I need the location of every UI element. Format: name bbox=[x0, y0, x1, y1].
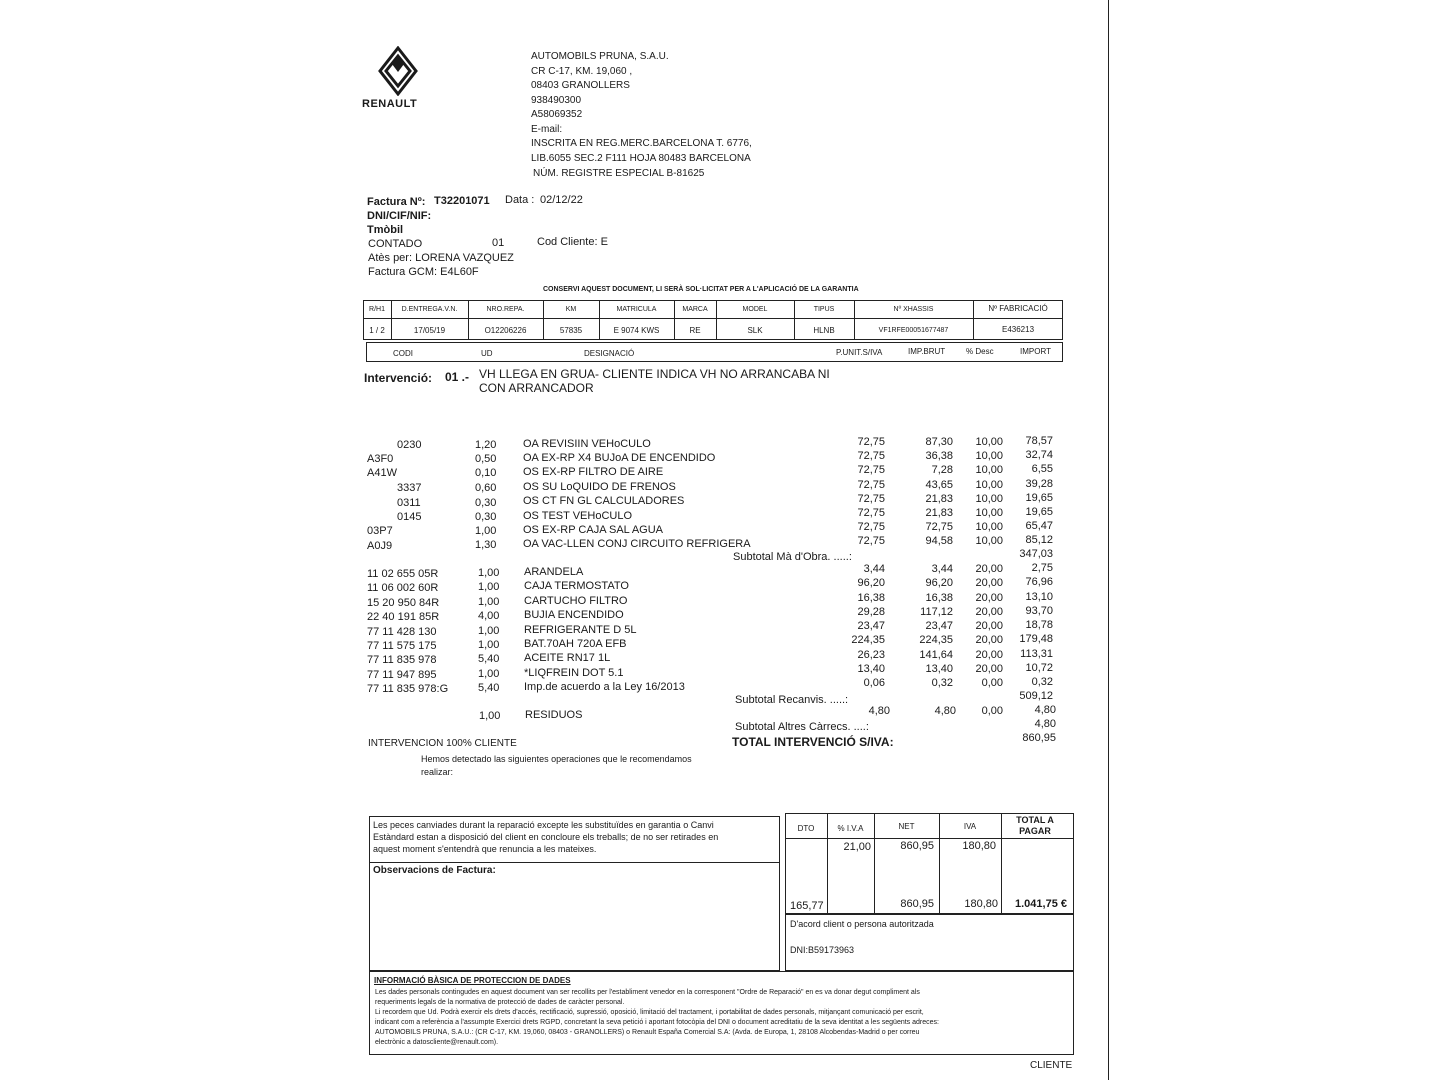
company-block bbox=[531, 50, 752, 166]
part-code: 11 02 655 05R bbox=[367, 568, 439, 580]
part-desc: ARANDELA bbox=[524, 566, 584, 578]
factura-gcm: Factura GCM: E4L60F bbox=[368, 266, 479, 278]
part-brut: 16,38 bbox=[925, 592, 953, 604]
vehicle-header: Nº XHASSIS bbox=[893, 306, 934, 313]
part-brut: 23,47 bbox=[925, 620, 953, 632]
labor-brut: 43,65 bbox=[925, 479, 953, 491]
privacy-text: Li recordem que Ud. Podrà exercir els drets d'accés, rectificació, supressió, oposició, limitació del tractament, i portabilitat de dades personals, mitjançant comunicació per escrit, bbox=[375, 1009, 924, 1016]
labor-code: 0311 bbox=[397, 497, 421, 509]
vehicle-header: MODEL bbox=[742, 306, 768, 313]
labor-desc: OS TEST VEHoCULO bbox=[523, 510, 633, 522]
signature-dni: DNI:B59173963 bbox=[790, 945, 855, 955]
part-brut: 0,32 bbox=[931, 677, 953, 689]
labor-punit: 72,75 bbox=[857, 436, 885, 448]
intervention-client-label: INTERVENCION 100% CLIENTE bbox=[368, 738, 517, 749]
subtotal-other-label: Subtotal Altres Càrrecs. ....: bbox=[735, 721, 869, 733]
part-code: 11 06 002 60R bbox=[367, 582, 439, 594]
part-punit: 23,47 bbox=[857, 620, 885, 632]
part-code: 77 11 428 130 bbox=[367, 626, 437, 638]
part-desc-pct: 20,00 bbox=[975, 663, 1003, 675]
vehicle-header: NRO.REPA. bbox=[486, 306, 525, 313]
other-punit: 4,80 bbox=[868, 705, 890, 717]
part-code: 22 40 191 85R bbox=[367, 611, 440, 623]
total-intervention-label: TOTAL INTERVENCIÓ S/IVA: bbox=[732, 735, 894, 749]
intervention-text: CON ARRANCADOR bbox=[479, 381, 594, 395]
tmobil-label: Tmòbil bbox=[367, 224, 404, 236]
privacy-text: electrònic a datoscliente@renault.com). bbox=[375, 1039, 499, 1046]
part-ud: 1,00 bbox=[478, 668, 500, 680]
labor-desc-pct: 10,00 bbox=[975, 479, 1003, 491]
part-code: 77 11 575 175 bbox=[367, 640, 437, 652]
labor-import: 19,65 bbox=[1025, 506, 1053, 518]
vehicle-header: MARCA bbox=[682, 306, 708, 313]
part-ud: 5,40 bbox=[478, 682, 500, 694]
brand-name: RENAULT bbox=[362, 98, 418, 110]
column-header: % Desc bbox=[966, 347, 994, 356]
column-header: CODI bbox=[393, 349, 413, 358]
intervention-label: Intervenció: bbox=[364, 371, 433, 385]
subtotal-labor-label: Subtotal Mà d'Obra. .....: bbox=[733, 551, 852, 563]
part-ud: 1,00 bbox=[478, 581, 500, 593]
labor-code: 03P7 bbox=[367, 525, 393, 537]
labor-brut: 7,28 bbox=[931, 464, 953, 476]
labor-import: 19,65 bbox=[1025, 492, 1053, 504]
labor-code: A0J9 bbox=[367, 540, 393, 552]
part-code: 77 11 835 978 bbox=[367, 654, 437, 666]
labor-code: A41W bbox=[367, 467, 397, 479]
summary-discount: 165,77 bbox=[790, 900, 824, 912]
intervention-number: 01 .- bbox=[445, 370, 470, 384]
labor-brut: 21,83 bbox=[925, 493, 953, 505]
legal-text: Les peces canviades durant la reparació excepte les substituïdes en garantia o Canvi bbox=[373, 820, 714, 830]
privacy-text: indicant com a referència a l'assumpte Exercici drets RGPD, concretant la seva petició i aportant fotocòpia del DNI o document acreditatiu de la seva identitat a les següents adreces: bbox=[375, 1019, 939, 1026]
total-intervention-value: 860,95 bbox=[1022, 732, 1056, 744]
labor-brut: 94,58 bbox=[925, 535, 953, 547]
summary-net-total: 860,95 bbox=[900, 898, 934, 910]
labor-brut: 72,75 bbox=[925, 521, 953, 533]
part-code: 77 11 947 895 bbox=[367, 669, 437, 681]
labor-ud: 0,30 bbox=[475, 497, 497, 509]
labor-import: 39,28 bbox=[1025, 478, 1053, 490]
part-punit: 13,40 bbox=[857, 663, 885, 675]
labor-desc-pct: 10,00 bbox=[975, 493, 1003, 505]
vehicle-value: 57835 bbox=[559, 326, 583, 335]
labor-code: 3337 bbox=[397, 482, 422, 494]
part-desc: CAJA TERMOSTATO bbox=[524, 580, 629, 592]
renault-logo-icon bbox=[376, 46, 420, 96]
part-punit: 16,38 bbox=[857, 592, 885, 604]
copy-label: CLIENTE bbox=[1030, 1060, 1073, 1071]
part-desc: *LIQFREIN DOT 5.1 bbox=[524, 667, 624, 679]
part-desc-pct: 0,00 bbox=[981, 677, 1003, 689]
summary-header: % I.V.A bbox=[837, 824, 864, 833]
part-desc-pct: 20,00 bbox=[975, 592, 1003, 604]
data-label: Data : bbox=[505, 194, 535, 206]
summary-header: IVA bbox=[963, 822, 977, 831]
part-import: 93,70 bbox=[1025, 605, 1053, 617]
part-punit: 3,44 bbox=[863, 563, 885, 575]
labor-import: 78,57 bbox=[1025, 435, 1053, 447]
vehicle-value: E436213 bbox=[1001, 325, 1035, 334]
labor-desc: OS EX-RP CAJA SAL AGUA bbox=[523, 524, 663, 536]
other-desc: RESIDUOS bbox=[525, 709, 583, 721]
summary-vat: 180,80 bbox=[962, 840, 996, 852]
labor-import: 32,74 bbox=[1025, 449, 1053, 461]
part-brut: 117,12 bbox=[920, 606, 953, 618]
vehicle-header: MATRICULA bbox=[616, 306, 657, 313]
part-code: 15 20 950 84R bbox=[367, 597, 440, 609]
vehicle-header: D.ENTREGA.V.N. bbox=[401, 306, 458, 313]
labor-ud: 1,30 bbox=[475, 539, 497, 551]
recommend-text: realizar: bbox=[421, 767, 454, 777]
company-line: AUTOMOBILS PRUNA, S.A.U. bbox=[531, 51, 669, 62]
part-brut: 96,20 bbox=[925, 577, 953, 589]
other-desc-pct: 0,00 bbox=[981, 705, 1003, 717]
company-line: E-mail: bbox=[531, 123, 563, 135]
part-import: 10,72 bbox=[1025, 662, 1053, 674]
warranty-notice: CONSERVI AQUEST DOCUMENT, LI SERÀ SOL·LICITAT PER A L'APLICACIÓ DE LA GARANTIA bbox=[543, 286, 859, 293]
part-brut: 13,40 bbox=[925, 663, 953, 675]
part-ud: 4,00 bbox=[478, 610, 500, 622]
part-import: 179,48 bbox=[1019, 633, 1053, 645]
column-header: UD bbox=[481, 349, 493, 358]
data-value: 02/12/22 bbox=[540, 194, 583, 206]
vehicle-value: 1 / 2 bbox=[369, 326, 385, 335]
part-import: 2,75 bbox=[1031, 562, 1053, 574]
part-desc: CARTUCHO FILTRO bbox=[524, 595, 628, 607]
labor-desc-pct: 10,00 bbox=[975, 436, 1003, 448]
part-desc: ACEITE RN17 1L bbox=[524, 652, 611, 664]
privacy-text: AUTOMOBILS PRUNA, S.A.U.: (CR C-17, KM. 19,060, 08403 - GRANOLLERS) o Renault España Comercial S.A: (Avda. de Europa, 1, 28108 Alcobendas-Madrid o per correu bbox=[375, 1029, 920, 1036]
part-desc: BUJIA ENCENDIDO bbox=[524, 609, 624, 621]
vehicle-header: TIPUS bbox=[813, 306, 835, 313]
legal-text: aquest moment s'entendrà que renuncia a les mateixes. bbox=[373, 844, 597, 854]
part-import: 13,10 bbox=[1025, 591, 1053, 603]
part-desc-pct: 20,00 bbox=[975, 606, 1003, 618]
observations-label: Observacions de Factura: bbox=[373, 865, 496, 876]
vehicle-header: R/H1 bbox=[369, 306, 385, 313]
labor-import: 6,55 bbox=[1031, 463, 1053, 475]
registre-especial: NÚM. REGISTRE ESPECIAL B-81625 bbox=[533, 168, 705, 179]
recommend-text: Hemos detectado las siguientes operaciones que le recomendamos bbox=[421, 754, 692, 764]
column-header: P.UNIT.S/IVA bbox=[836, 348, 883, 357]
labor-code: 0145 bbox=[397, 511, 422, 523]
labor-desc: OA VAC-LLEN CONJ CIRCUITO REFRIGERA bbox=[523, 538, 751, 550]
labor-ud: 0,50 bbox=[475, 453, 497, 465]
company-line: CR C-17, KM. 19,060 , bbox=[531, 65, 633, 77]
vehicle-value: HLNB bbox=[813, 326, 835, 335]
part-punit: 224,35 bbox=[851, 634, 885, 646]
labor-import: 85,12 bbox=[1025, 534, 1053, 546]
part-brut: 224,35 bbox=[919, 634, 953, 646]
signature-label: D'acord client o persona autoritzada bbox=[790, 919, 934, 929]
vehicle-value: RE bbox=[689, 326, 701, 335]
part-desc-pct: 20,00 bbox=[975, 620, 1003, 632]
labor-brut: 21,83 bbox=[925, 507, 953, 519]
part-desc: Imp.de acuerdo a la Ley 16/2013 bbox=[524, 681, 685, 693]
part-ud: 1,00 bbox=[478, 625, 500, 637]
part-punit: 96,20 bbox=[857, 577, 885, 589]
cod-cliente: Cod Cliente: E bbox=[537, 236, 608, 248]
dni-label: DNI/CIF/NIF: bbox=[367, 210, 432, 222]
labor-ud: 1,00 bbox=[475, 525, 497, 537]
privacy-text: Les dades personals contingudes en aquest document van ser recollits per l'establiment venedor en la corresponent "Ordre de Reparació" en es va donar degut compliment als bbox=[375, 989, 920, 996]
part-punit: 0,06 bbox=[863, 677, 885, 689]
vehicle-value: O12206226 bbox=[484, 326, 527, 335]
columns-header bbox=[366, 342, 1063, 362]
labor-desc: OS EX-RP FILTRO DE AIRE bbox=[523, 466, 664, 478]
part-ud: 1,00 bbox=[478, 567, 500, 579]
labor-punit: 72,75 bbox=[857, 464, 885, 476]
intervention-text: VH LLEGA EN GRUA- CLIENTE INDICA VH NO ARRANCABA NI bbox=[479, 367, 830, 381]
summary-vat-total: 180,80 bbox=[964, 898, 998, 910]
labor-desc-pct: 10,00 bbox=[975, 464, 1003, 476]
part-brut: 141,64 bbox=[919, 649, 953, 661]
part-import: 18,78 bbox=[1025, 619, 1053, 631]
labor-desc: OA EX-RP X4 BUJoA DE ENCENDIDO bbox=[523, 452, 716, 464]
part-brut: 3,44 bbox=[931, 563, 953, 575]
contado-number: 01 bbox=[492, 237, 505, 249]
part-desc: REFRIGERANTE D 5L bbox=[524, 624, 637, 636]
labor-desc: OA REVISIIN VEHoCULO bbox=[523, 438, 651, 450]
summary-net: 860,95 bbox=[900, 840, 934, 852]
labor-ud: 0,30 bbox=[475, 511, 497, 523]
summary-header: TOTAL A PAGAR bbox=[1016, 815, 1054, 836]
subtotal-other-value: 4,80 bbox=[1034, 718, 1056, 730]
vehicle-value: SLK bbox=[747, 326, 763, 335]
labor-desc: OS CT FN GL CALCULADORES bbox=[523, 495, 685, 507]
part-desc: BAT.70AH 720A EFB bbox=[524, 638, 627, 650]
labor-punit: 72,75 bbox=[857, 521, 885, 533]
part-import: 0,32 bbox=[1031, 676, 1053, 688]
labor-brut: 36,38 bbox=[925, 450, 953, 462]
labor-desc-pct: 10,00 bbox=[975, 507, 1003, 519]
vehicle-header: Nº FABRICACIÓ bbox=[988, 304, 1048, 313]
factura-number: T32201071 bbox=[434, 195, 490, 207]
vehicle-value: VF1RFE00051677487 bbox=[878, 327, 949, 334]
other-ud: 1,00 bbox=[479, 710, 501, 722]
other-brut: 4,80 bbox=[934, 705, 956, 717]
part-punit: 26,23 bbox=[857, 649, 885, 661]
vehicle-header: KM bbox=[565, 306, 577, 313]
labor-ud: 0,60 bbox=[475, 482, 497, 494]
summary-header: NET bbox=[898, 822, 915, 831]
subtotal-labor-value: 347,03 bbox=[1019, 548, 1053, 560]
summary-vat-rate: 21,00 bbox=[843, 841, 871, 853]
scan-edge-line bbox=[1108, 0, 1109, 1080]
labor-brut: 87,30 bbox=[925, 436, 953, 448]
factura-label: Factura Nº: bbox=[367, 196, 426, 208]
part-import: 76,96 bbox=[1025, 576, 1053, 588]
ates-per: Atès per: LORENA VAZQUEZ bbox=[368, 252, 514, 264]
labor-desc-pct: 10,00 bbox=[975, 535, 1003, 547]
column-header: IMP.BRUT bbox=[908, 347, 946, 356]
labor-code: A3F0 bbox=[367, 453, 394, 465]
labor-punit: 72,75 bbox=[857, 493, 885, 505]
company-line: A58069352 bbox=[531, 109, 583, 120]
labor-code: 0230 bbox=[397, 439, 422, 451]
labor-punit: 72,75 bbox=[857, 479, 885, 491]
part-desc-pct: 20,00 bbox=[975, 577, 1003, 589]
part-ud: 1,00 bbox=[478, 639, 500, 651]
legal-text: Estàndard estan a disposició del client en concloure els treballs; de no ser retirades en bbox=[373, 832, 719, 842]
company-line: LIB.6055 SEC.2 F111 HOJA 80483 BARCELONA bbox=[531, 152, 751, 164]
part-desc-pct: 20,00 bbox=[975, 649, 1003, 661]
other-import: 4,80 bbox=[1034, 704, 1056, 716]
labor-punit: 72,75 bbox=[857, 535, 885, 547]
labor-import: 65,47 bbox=[1025, 520, 1053, 532]
labor-desc-pct: 10,00 bbox=[975, 521, 1003, 533]
part-punit: 29,28 bbox=[857, 606, 885, 618]
labor-desc-pct: 10,00 bbox=[975, 450, 1003, 462]
part-desc-pct: 20,00 bbox=[975, 634, 1003, 646]
labor-desc: OS SU LoQUIDO DE FRENOS bbox=[523, 481, 676, 493]
part-ud: 1,00 bbox=[478, 596, 500, 608]
labor-ud: 0,10 bbox=[475, 467, 497, 479]
company-line: 938490300 bbox=[531, 94, 582, 106]
contado-label: CONTADO bbox=[368, 238, 423, 250]
summary-header: DTO bbox=[797, 824, 815, 833]
labor-ud: 1,20 bbox=[475, 439, 497, 451]
company-line: INSCRITA EN REG.MERC.BARCELONA T. 6776, bbox=[531, 138, 752, 149]
column-header: DESIGNACIÓ bbox=[584, 349, 635, 358]
labor-punit: 72,75 bbox=[857, 507, 885, 519]
vehicle-value: 17/05/19 bbox=[413, 326, 446, 335]
part-ud: 5,40 bbox=[478, 653, 500, 665]
subtotal-parts-value: 509,12 bbox=[1019, 690, 1053, 702]
labor-punit: 72,75 bbox=[857, 450, 885, 462]
total-to-pay: 1.041,75 € bbox=[1015, 898, 1067, 910]
part-import: 113,31 bbox=[1020, 648, 1053, 660]
column-header: IMPORT bbox=[1020, 347, 1051, 356]
part-code: 77 11 835 978:G bbox=[367, 683, 449, 695]
company-line: 08403 GRANOLLERS bbox=[531, 80, 630, 91]
vehicle-value: E 9074 KWS bbox=[613, 326, 660, 335]
privacy-title: INFORMACIÓ BÀSICA DE PROTECCION DE DADES bbox=[374, 976, 571, 985]
subtotal-parts-label: Subtotal Recanvis. .....: bbox=[735, 694, 849, 706]
privacy-text: requeriments legals de la normativa de protecció de dades de caràcter personal. bbox=[375, 999, 625, 1006]
part-desc-pct: 20,00 bbox=[975, 563, 1003, 575]
